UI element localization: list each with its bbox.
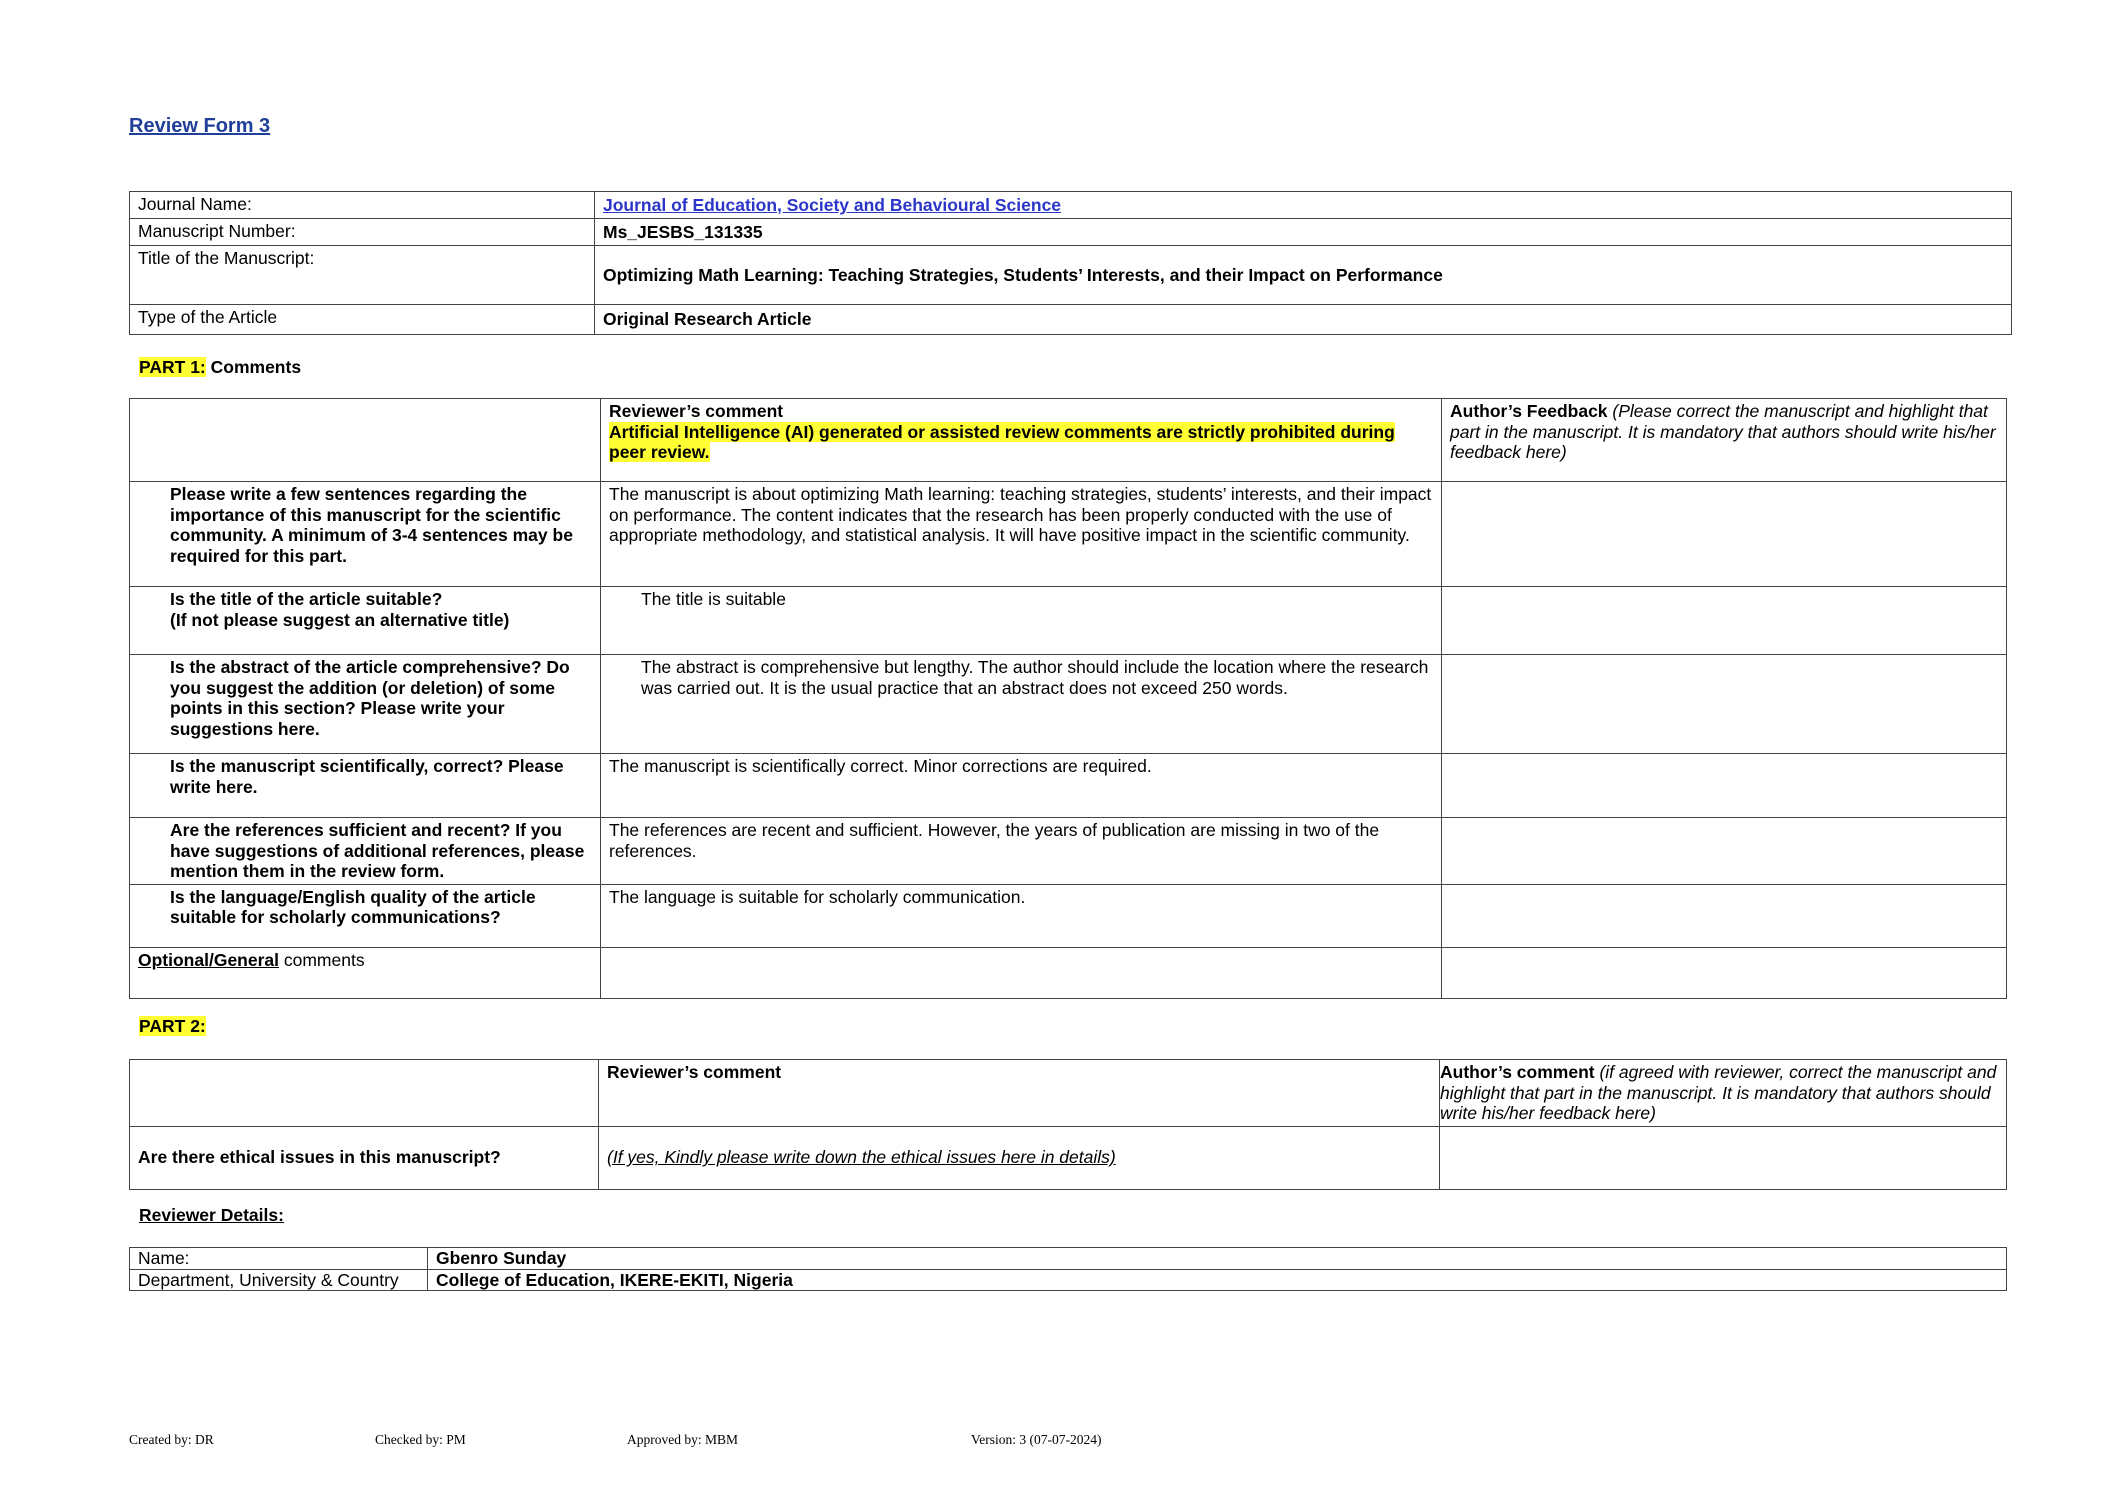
comment-scientific[interactable]: The manuscript is scientifically correct. Minor corrections are required. [601, 754, 1442, 818]
table-row [130, 587, 2007, 655]
author-feedback-title: Author’s Feedback [1450, 401, 1608, 421]
part2-heading [139, 1016, 206, 1037]
reviewer-comment-header: Reviewer’s comment [609, 401, 784, 421]
part1-comments-table [129, 398, 2007, 999]
optional-suffix: comments [279, 949, 365, 970]
question-abstract: Is the abstract of the article comprehensive? Do you suggest the addition (or deletion) of some points in this section? Please write your suggestions here. [130, 655, 601, 754]
article-type-label: Type of the Article [130, 305, 595, 335]
table-row [130, 754, 2007, 818]
manuscript-info-table [129, 191, 2012, 335]
comment-references[interactable]: The references are recent and sufficient. However, the years of publication are missing in two of the references. [601, 818, 1442, 885]
footer-checked: Checked by: PM [375, 1432, 466, 1447]
part2-label: PART 2: [139, 1016, 206, 1036]
question-language: Is the language/English quality of the article suitable for scholarly communications? [130, 884, 601, 947]
manuscript-title-value: Optimizing Math Learning: Teaching Strategies, Students’ Interests, and their Impact on Performance [595, 246, 2012, 305]
optional-feedback[interactable] [1442, 947, 2007, 998]
article-type-value: Original Research Article [595, 305, 2012, 335]
part1-header-blank [130, 399, 601, 482]
ai-notice: Artificial Intelligence (AI) generated or assisted review comments are strictly prohibited during peer review. [609, 421, 1395, 462]
ethics-comment[interactable] [599, 1126, 1440, 1189]
optional-general-label: Optional/General [138, 949, 279, 970]
manuscript-number-label: Manuscript Number: [130, 219, 595, 246]
form-title[interactable]: Review Form 3 [129, 115, 271, 137]
feedback-language[interactable] [1442, 884, 2007, 947]
question-scientific: Is the manuscript scientifically, correct? Please write here. [130, 754, 601, 818]
author-feedback-header [1442, 399, 2007, 482]
comment-abstract[interactable]: The abstract is comprehensive but lengthy. The author should include the location where the research was carried out. It is the usual practice that an abstract does not exceed 250 words. [601, 655, 1442, 754]
part2-header-blank [130, 1060, 599, 1127]
reviewer-name-value: Gbenro Sunday [428, 1248, 2007, 1270]
journal-link[interactable]: Journal of Education, Society and Behavioural Science [603, 194, 1062, 215]
footer-version: Version: 3 (07-07-2024) [971, 1432, 1102, 1447]
author-comment-note: (if agreed with reviewer, correct the manuscript and highlight that part in the manuscript. It is mandatory that authors should write his/her feedback here) [1440, 1062, 1997, 1123]
reviewer-details-table [129, 1247, 2007, 1291]
reviewer-name-label: Name: [130, 1248, 428, 1270]
question-importance: Please write a few sentences regarding the importance of this manuscript for the scientific community. A minimum of 3-4 sentences may be required for this part. [130, 482, 601, 587]
part2-ethics-table [129, 1059, 2007, 1190]
optional-comment[interactable] [601, 947, 1442, 998]
table-row [130, 884, 2007, 947]
part2-author-header [1440, 1060, 2007, 1127]
ethics-question: Are there ethical issues in this manuscript? [130, 1126, 599, 1189]
ethics-author-comment[interactable] [1440, 1126, 2007, 1189]
question-title [130, 587, 601, 655]
feedback-importance[interactable] [1442, 482, 2007, 587]
feedback-references[interactable] [1442, 818, 2007, 885]
footer-created: Created by: DR [129, 1432, 214, 1447]
footer-approved: Approved by: MBM [627, 1432, 738, 1447]
reviewer-dept-label: Department, University & Country [130, 1269, 428, 1291]
question-title-line1: Is the title of the article suitable? [170, 589, 443, 609]
question-references: Are the references sufficient and recent? If you have suggestions of additional references, please mention them in the review form. [130, 818, 601, 885]
table-row [130, 482, 2007, 587]
part1-reviewer-header-cell [601, 399, 1442, 482]
ethics-placeholder: (If yes, Kindly please write down the ethical issues here in details) [607, 1147, 1116, 1168]
author-feedback-note: (Please correct the manuscript and highlight that part in the manuscript. It is mandatory that authors should write his/her feedback here) [1450, 401, 1996, 462]
part1-label: PART 1: [139, 357, 206, 377]
part1-suffix: Comments [205, 357, 302, 377]
comment-importance[interactable]: The manuscript is about optimizing Math learning: teaching strategies, students’ interests, and their impact on performance. The content indicates that the research has been properly conducted with the use of appropriate methodology, and statistical analysis. It will have positive impact in the scientific community. [601, 482, 1442, 587]
table-row [130, 947, 2007, 998]
manuscript-title-label: Title of the Manuscript: [130, 246, 595, 305]
journal-label: Journal Name: [130, 192, 595, 219]
feedback-abstract[interactable] [1442, 655, 2007, 754]
part2-reviewer-header: Reviewer’s comment [599, 1060, 1440, 1127]
comment-language[interactable]: The language is suitable for scholarly communication. [601, 884, 1442, 947]
comment-title[interactable]: The title is suitable [601, 587, 1442, 655]
author-comment-title: Author’s comment [1440, 1062, 1595, 1082]
reviewer-details-heading: Reviewer Details: [139, 1205, 284, 1225]
table-row [130, 818, 2007, 885]
table-row [130, 655, 2007, 754]
optional-comments-label [130, 947, 601, 998]
reviewer-dept-value: College of Education, IKERE-EKITI, Nigeria [428, 1269, 2007, 1291]
table-row [130, 1126, 2007, 1189]
feedback-title[interactable] [1442, 587, 2007, 655]
manuscript-number-value: Ms_JESBS_131335 [595, 219, 2012, 246]
part1-heading [139, 357, 301, 378]
question-title-line2: (If not please suggest an alternative title) [170, 609, 510, 630]
feedback-scientific[interactable] [1442, 754, 2007, 818]
